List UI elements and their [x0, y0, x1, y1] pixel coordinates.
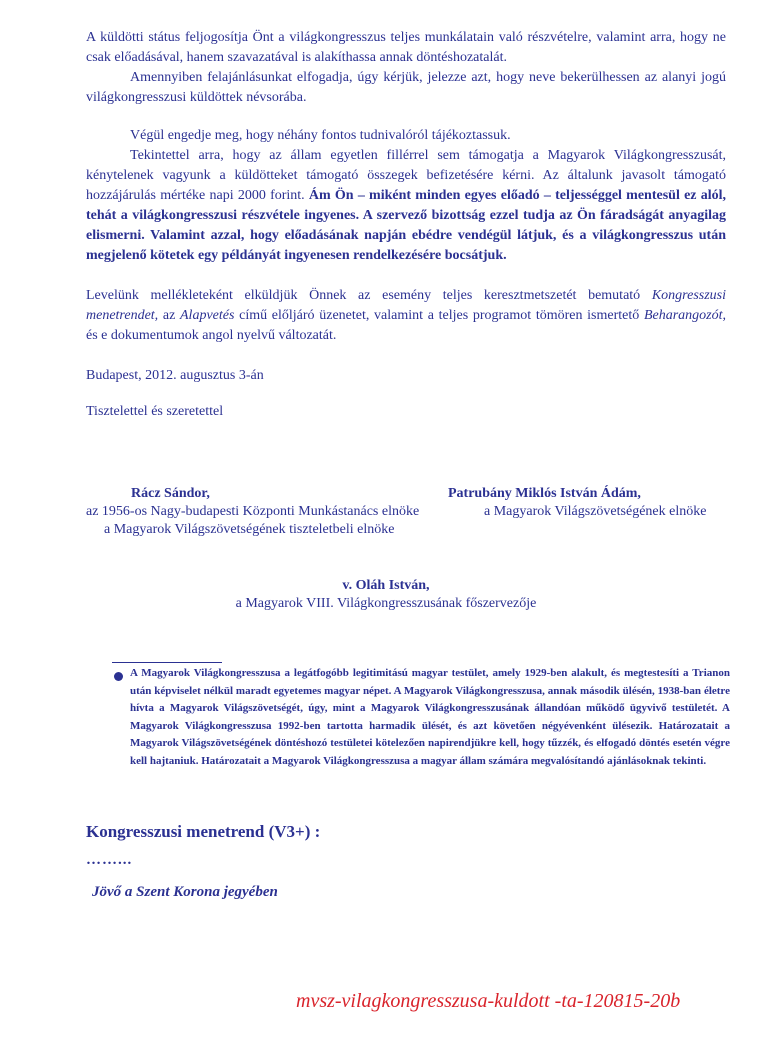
- attachments-text-a: Levelünk mellékleteként elküldjük Önnek az esemény teljes keresztmetszetét bemutató: [86, 288, 641, 303]
- signature-left-name: Rácz Sándor,: [131, 486, 210, 501]
- signature-center-title: a Magyarok VIII. Világkongresszusának főszervezője: [235, 596, 537, 611]
- signature-right-title: a Magyarok Világszövetségének elnöke: [484, 504, 707, 519]
- paragraph-financing: [86, 146, 726, 266]
- attachment-alapvetes: Alapvetés: [180, 308, 235, 323]
- closing-salutation: Tisztelettel és szeretettel: [86, 404, 224, 419]
- footnote-text: A Magyarok Világkongresszusa a legátfogóbb legitimitású magyar testület, amely 1929-ben alakult, és megtestesíti a Trianon után képviselet nélkül maradt egyetemes magyar népet. A Magyarok Világkongresszusa, annak második ülésén, 1938-ban életre hívta a Magyarok Világszövetségét, úgy, mint a Magyarok Világkongresszusának állandóan működő ügyvivő testületét. A Magyarok Világkongresszusa 1992-ben tartotta harmadik ülését, és azt követően négyévenként ülésezik. Határozatait a Magyarok Világszövetségének döntéshozó testületei kötelezően napirendjükre kell, hogy tűzzék, és elfogadó döntés esetén végre kell hajtaniuk. Határozatait a Magyarok Világkongresszusa a magyar állam számára megvalósítandó ajánlásoknak tekinti.: [130, 667, 730, 767]
- footnote-bullet-icon: [114, 672, 123, 681]
- attachments-text-d: és e dokumentumok angol nyelvű változatát.: [86, 328, 337, 343]
- signature-left-title-2: a Magyarok Világszövetségének tiszteletbeli elnöke: [104, 522, 395, 537]
- attachments-text-c: című előljáró üzenetet, valamint a teljes programot tömören ismertető: [239, 308, 640, 323]
- financing-exemption-text: Ám Ön – miként minden egyes előadó – teljességgel mentesül ez alól, tehát a világkongresszusi részvétele ingyenes. A szervező bizottság ezzel tudja az Ön fáradságát anyagilag elismerni. Valamint azzal, hogy előadásának napján ebédre vendégül látjuk, és a világkongresszus után megjelenő kötetek egy példányát ingyenesen rendelkezésére bocsátjuk.: [86, 188, 727, 263]
- agenda-dots: ……...: [86, 852, 133, 868]
- document-reference: mvsz-vilagkongresszusa-kuldott -ta-120815-20b: [296, 990, 681, 1012]
- attachment-menetrend: Kongresszusi menetrendet,: [86, 288, 727, 323]
- motto: Jövő a Szent Korona jegyében: [92, 884, 278, 900]
- financing-text: Tekintettel arra, hogy az állam egyetlen fillérrel sem támogatja a Magyarok Világkongresszusát, kénytelenek vagyunk a küldötteket támogató összegek befizetésére kérni. Az általunk javasolt támogató hozzájárulás mértéke napi 2000 forint.: [86, 148, 726, 203]
- signature-right-name: Patrubány Miklós István Ádám,: [448, 486, 641, 501]
- place-date: Budapest, 2012. augusztus 3-án: [86, 368, 264, 383]
- paragraph-acceptance: Amennyiben felajánlásunkat elfogadja, úgy kérjük, jelezze azt, hogy neve bekerülhessen az alanyi jogú világkongresszusi küldöttek névsorába.: [86, 70, 726, 105]
- signature-left-title-1: az 1956-os Nagy-budapesti Központi Munkástanács elnöke: [86, 504, 420, 519]
- signature-center-name: v. Oláh István,: [342, 578, 430, 593]
- paragraph-delegate-status: A küldötti státus feljogosítja Önt a világkongresszus teljes munkálatain való részvételre, valamint arra, hogy ne csak előadásával, hanem szavazatával is alakíthassa annak döntéshozatalát.: [86, 30, 726, 65]
- paragraph-attachments: [86, 286, 726, 346]
- attachment-beharangozo: Beharangozót,: [643, 308, 727, 323]
- attachments-text-b: az: [162, 308, 176, 323]
- paragraph-information-intro: Végül engedje meg, hogy néhány fontos tudnivalóról tájékoztassuk.: [130, 128, 511, 143]
- agenda-heading: Kongresszusi menetrend (V3+) :: [86, 822, 321, 841]
- footnote-rule: [112, 662, 222, 663]
